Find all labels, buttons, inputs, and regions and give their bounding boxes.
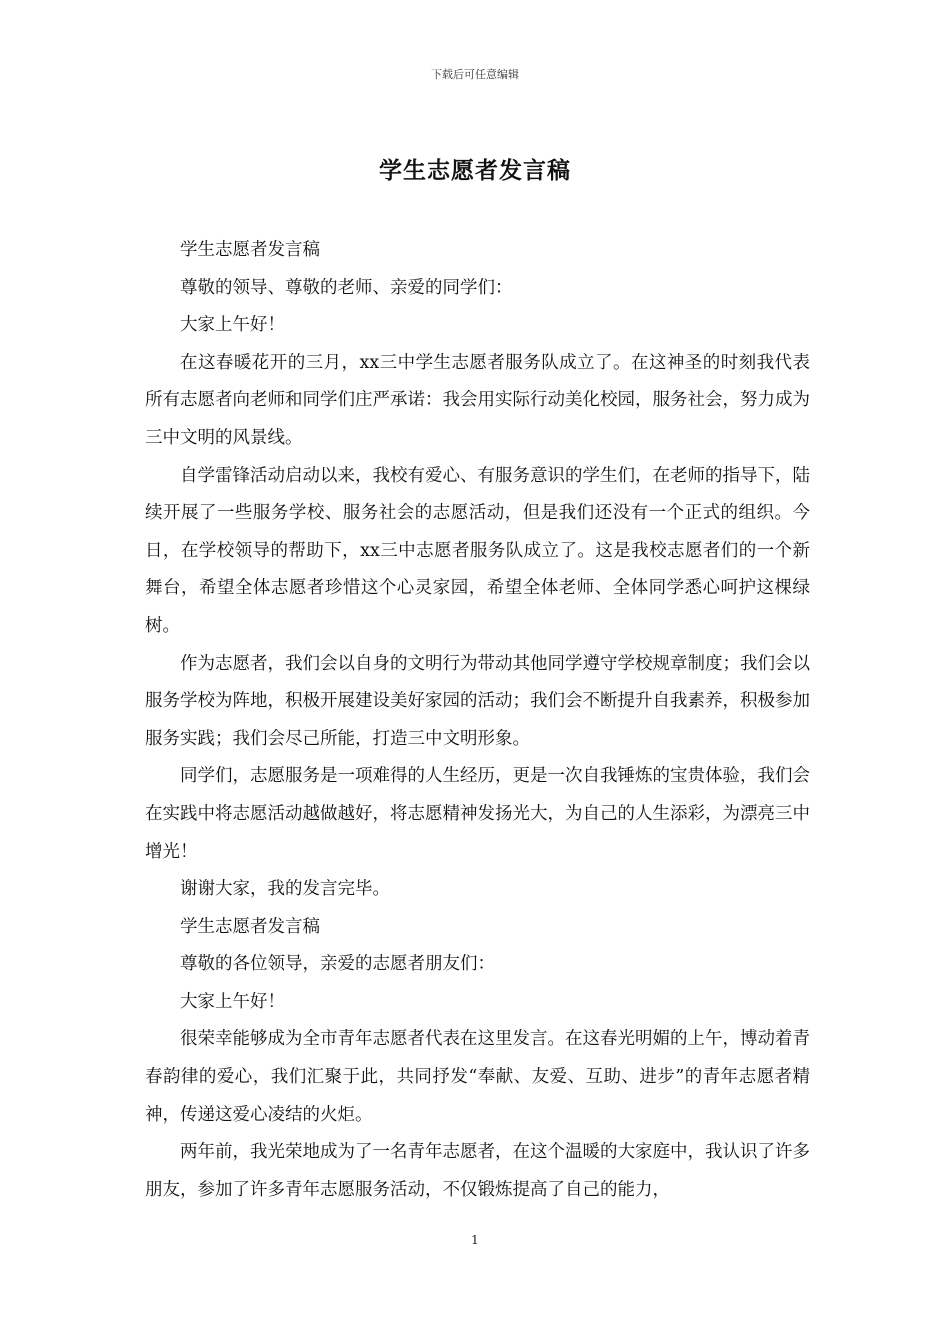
paragraph: 学生志愿者发言稿 [180, 240, 320, 260]
paragraph: 谢谢大家，我的发言完毕。 [180, 879, 390, 900]
page-header: 下载后可任意编辑 [431, 68, 519, 81]
paragraph: 很荣幸能够成为全市青年志愿者代表在这里发言。在这春光明媚的上午，博动着青春韵律的爱心，我们汇聚于此，共同抒发“奉献、友爱、互助、进步”的青年志愿者精神，传递这爱心凌结的火炬。 [145, 1029, 810, 1125]
paragraph: 尊敬的领导、尊敬的老师、亲爱的同学们： [180, 277, 513, 298]
paragraph: 尊敬的各位领导，亲爱的志愿者朋友们： [180, 954, 495, 975]
paragraph: 大家上午好！ [180, 315, 285, 336]
paragraph: 自学雷锋活动启动以来，我校有爱心、有服务意识的学生们，在老师的指导下，陆续开展了一些服务学校、服务社会的志愿活动，但是我们还没有一个正式的组织。今日，在学校领导的帮助下，xx三中志愿者服务队成立了。这是我校志愿者们的一个新舞台，希望全体志愿者珍惜这个心灵家园，希望全体老师、全体同学悉心呵护这棵绿树。 [145, 465, 810, 636]
document-body [145, 232, 810, 1209]
document-title: 学生志愿者发言稿 [379, 157, 571, 184]
paragraph: 在这春暖花开的三月，xx三中学生志愿者服务队成立了。在这神圣的时刻我代表所有志愿者向老师和同学们庄严承诺：我会用实际行动美化校园，服务社会，努力成为三中文明的风景线。 [145, 352, 810, 448]
paragraph: 作为志愿者，我们会以自身的文明行为带动其他同学遵守学校规章制度；我们会以服务学校为阵地，积极开展建设美好家园的活动；我们会不断提升自我素养，积极参加服务实践；我们会尽己所能，打造三中文明形象。 [145, 653, 810, 749]
paragraph: 大家上午好！ [180, 991, 285, 1012]
paragraph: 两年前，我光荣地成为了一名青年志愿者，在这个温暖的大家庭中，我认识了许多朋友，参加了许多青年志愿服务活动，不仅锻炼提高了自己的能力， [145, 1142, 810, 1200]
paragraph: 学生志愿者发言稿 [180, 916, 320, 937]
page-number: 1 [471, 1233, 479, 1247]
paragraph: 同学们，志愿服务是一项难得的人生经历，更是一次自我锤炼的宝贵体验，我们会在实践中将志愿活动越做越好，将志愿精神发扬光大，为自己的人生添彩，为漂亮三中增光！ [145, 766, 810, 862]
